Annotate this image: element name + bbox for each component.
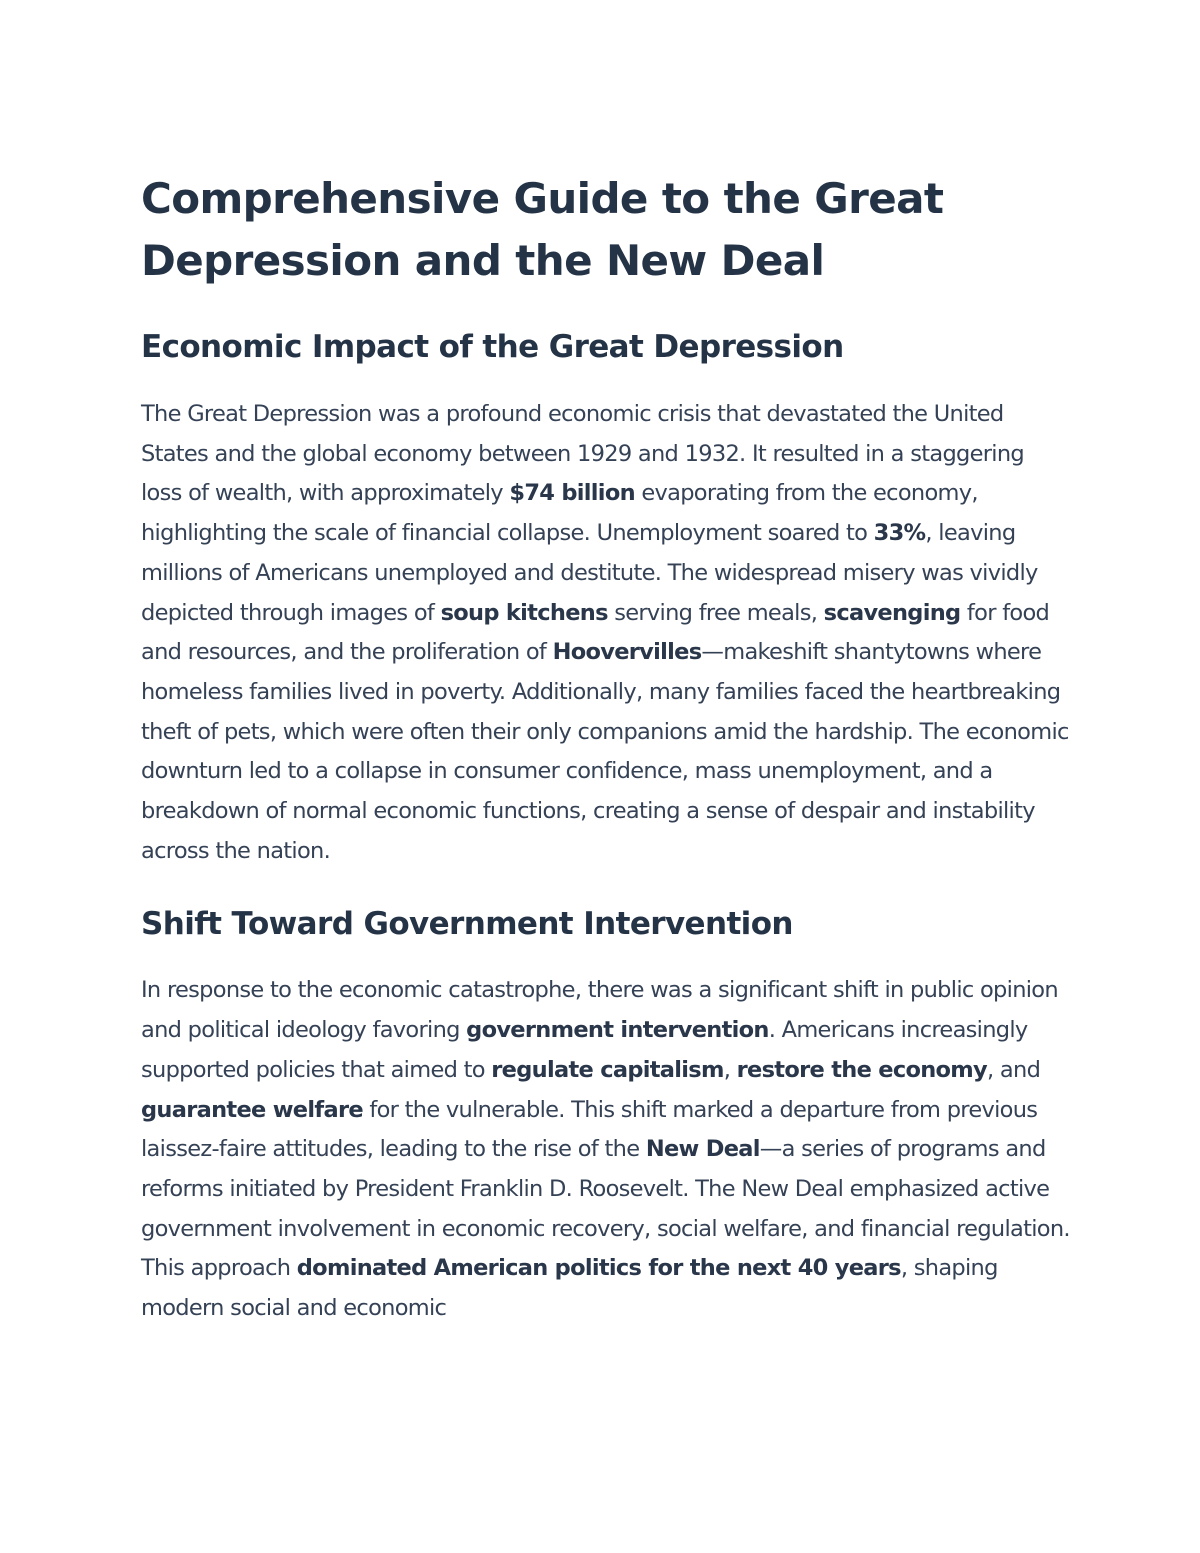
bold-phrase: government intervention (466, 1017, 769, 1044)
paragraph-government-intervention: In response to the economic catastrophe, there was a significant shift in public opinion and political ideology favoring government intervention. Americans increasingly supported policies that aimed to regulate capitalism, restore the economy, and guarantee welfare for the vulnerable. This shift marked a departure from previous laissez-faire attitudes, leading to the rise of the New Deal—a series of programs and reforms initiated by President Franklin D. Roosevelt. The New Deal emphasized active government involvement in economic recovery, social welfare, and financial regulation. This approach dominated American politics for the next 40 years, shaping modern social and economic (141, 977, 1070, 1322)
bold-phrase: scavenging (823, 599, 961, 626)
bold-phrase: regulate capitalism (491, 1056, 724, 1083)
bold-phrase: Hoovervilles (552, 639, 702, 666)
bold-phrase: $74 billion (509, 480, 635, 507)
bold-phrase: New Deal (645, 1136, 760, 1163)
section-heading-government-intervention: Shift Toward Government Intervention (141, 906, 793, 943)
bold-phrase: soup kitchens (440, 599, 608, 626)
bold-phrase: restore the economy (736, 1056, 988, 1083)
document-page (141, 168, 1071, 1329)
bold-phrase: 33% (873, 520, 926, 547)
section-heading-economic-impact: Economic Impact of the Great Depression (141, 329, 844, 365)
bold-phrase: guarantee welfare (141, 1096, 363, 1123)
title-line-1: Comprehensive Guide to the Great (141, 174, 944, 223)
document-title (141, 168, 1071, 292)
bold-phrase: dominated American politics for the next 40 years (296, 1255, 901, 1282)
paragraph-economic-impact: The Great Depression was a profound economic crisis that devastated the United States and the global economy between 1929 and 1932. It resulted in a staggering loss of wealth, with approximately $74 billion evaporating from the economy, highlighting the scale of financial collapse. Unemployment soared to 33%, leaving millions of Americans unemployed and destitute. The widespread misery was vividly depicted through images of soup kitchens serving free meals, scavenging for food and resources, and the proliferation of Hoovervilles—makeshift shantytowns where homeless families lived in poverty. Additionally, many families faced the heartbreaking theft of pets, which were often their only companions amid the hardship. The economic downturn led to a collapse in consumer confidence, mass unemployment, and a breakdown of normal economic functions, creating a sense of despair and instability across the nation. (141, 401, 1069, 864)
title-line-2: Depression and the New Deal (141, 236, 825, 285)
